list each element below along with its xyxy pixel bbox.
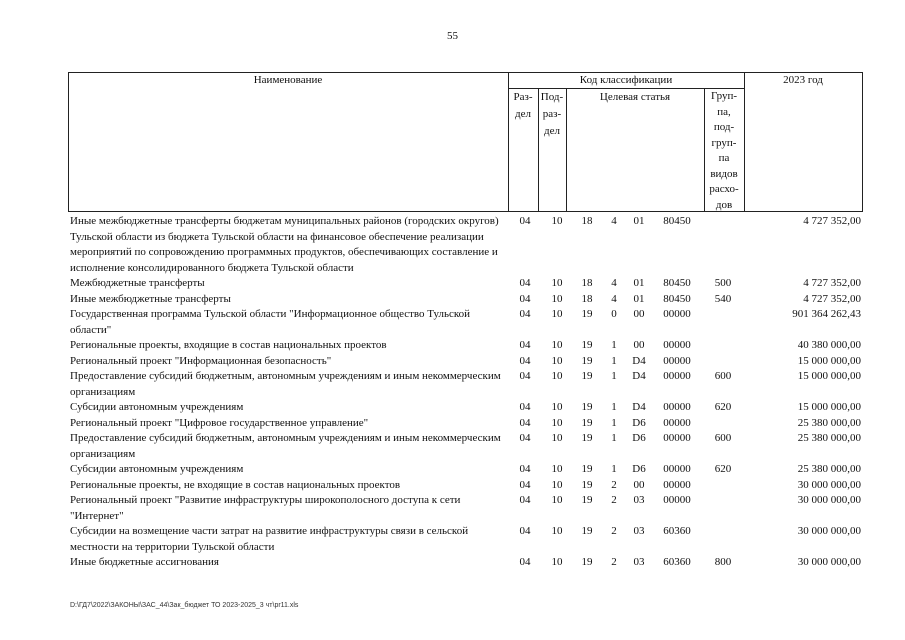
- row-amount: 25 380 000,00: [797, 463, 861, 475]
- row-razdel: 04: [519, 416, 531, 429]
- row-codes: [510, 214, 860, 230]
- row-razdel: 04: [519, 277, 531, 289]
- row-target-direction: 60360: [663, 525, 691, 537]
- row-codes: [510, 369, 860, 385]
- row-target-direction: 00000: [663, 478, 691, 491]
- row-codes: [510, 338, 860, 354]
- row-target-direction: 00000: [663, 370, 691, 382]
- row-target-subprogram: 4: [611, 292, 617, 305]
- row-target-subprogram: 2: [611, 478, 617, 491]
- row-target-direction: 00000: [663, 354, 691, 367]
- row-target-subprogram: 0: [611, 308, 617, 320]
- row-podrazdel: 10: [551, 525, 563, 537]
- row-name: Межбюджетные трансферты: [70, 277, 205, 289]
- row-amount: 25 380 000,00: [797, 416, 861, 429]
- row-name: Региональные проекты, не входящие в состав национальных проектов: [70, 478, 401, 491]
- row-target-event: 00: [633, 339, 645, 351]
- header-year: 2023 год: [783, 74, 823, 86]
- row-target-event: D6: [632, 416, 646, 429]
- row-expense-group: 600: [714, 370, 732, 382]
- row-target-subprogram: 1: [611, 463, 617, 475]
- table-header: [68, 72, 863, 212]
- row-podrazdel: 10: [551, 416, 563, 429]
- row-podrazdel: 10: [551, 478, 563, 491]
- row-target-program: 19: [581, 432, 593, 444]
- row-target-event: D4: [632, 370, 646, 382]
- row-expense-group: 600: [714, 432, 732, 444]
- row-codes: [510, 307, 860, 323]
- row-expense-group: 540: [714, 292, 732, 305]
- header-podrazdel: Под- раз- дел: [540, 91, 564, 137]
- table-row: [70, 431, 860, 462]
- row-target-subprogram: 2: [611, 525, 617, 537]
- row-target-subprogram: 1: [611, 416, 617, 429]
- row-razdel: 04: [519, 463, 531, 475]
- row-razdel: 04: [519, 494, 531, 506]
- table-row: [70, 493, 860, 524]
- row-codes: [510, 276, 860, 292]
- row-name: Региональный проект "Информационная безопасность": [70, 354, 332, 367]
- row-podrazdel: 10: [551, 494, 563, 506]
- row-amount: 4 727 352,00: [803, 215, 861, 227]
- table-row: [70, 307, 860, 338]
- row-target-direction: 00000: [663, 494, 691, 506]
- row-name: Региональный проект "Цифровое государственное управление": [70, 416, 369, 429]
- row-razdel: 04: [519, 370, 531, 382]
- row-target-direction: 00000: [663, 308, 691, 320]
- row-target-event: 03: [633, 525, 645, 537]
- row-target-subprogram: 2: [611, 494, 617, 506]
- row-amount: 4 727 352,00: [803, 292, 861, 305]
- row-target-event: 01: [633, 215, 645, 227]
- row-target-subprogram: 1: [611, 370, 617, 382]
- header-classification: Код классификации: [579, 74, 673, 86]
- row-amount: 15 000 000,00: [797, 401, 861, 413]
- row-target-subprogram: 4: [611, 215, 617, 227]
- header-target: Целевая статья: [599, 91, 671, 103]
- row-name: Предоставление субсидий бюджетным, автономным учреждениям и иным некоммерческим организациям: [70, 370, 501, 398]
- row-expense-group: 620: [714, 401, 732, 413]
- row-razdel: 04: [519, 432, 531, 444]
- row-target-direction: 00000: [663, 463, 691, 475]
- row-target-program: 19: [581, 401, 593, 413]
- row-amount: 15 000 000,00: [797, 354, 861, 367]
- row-expense-group: 500: [714, 277, 732, 289]
- row-target-event: D4: [632, 401, 646, 413]
- row-amount: 4 727 352,00: [803, 277, 861, 289]
- row-name: Государственная программа Тульской области "Информационное общество Тульской области": [70, 308, 471, 336]
- row-codes: [510, 524, 860, 540]
- table-row: [70, 524, 860, 555]
- page-number: 55: [447, 30, 458, 42]
- row-name: Субсидии автономным учреждениям: [70, 463, 244, 475]
- row-amount: 30 000 000,00: [797, 494, 861, 506]
- row-name: Иные межбюджетные трансферты бюджетам муниципальных районов (городских округов) Тульской области из бюджета Тульской области на финансовое обеспечение реализации мероприятий по сопровождению программных продуктов, обеспечивающих составление и исполнение консолидированного бюджета Тульской области: [70, 215, 499, 274]
- row-razdel: 04: [519, 556, 531, 568]
- table-row: [70, 555, 860, 571]
- row-podrazdel: 10: [551, 556, 563, 568]
- table-row: [70, 369, 860, 400]
- row-target-program: 18: [581, 277, 593, 289]
- row-target-event: 00: [633, 308, 645, 320]
- row-codes: [510, 416, 860, 432]
- row-razdel: 04: [519, 292, 531, 305]
- row-amount: 30 000 000,00: [797, 556, 861, 568]
- row-target-program: 19: [581, 478, 593, 491]
- row-target-event: 01: [633, 292, 645, 305]
- row-razdel: 04: [519, 401, 531, 413]
- row-amount: 25 380 000,00: [797, 432, 861, 444]
- row-podrazdel: 10: [551, 308, 563, 320]
- row-target-program: 19: [581, 556, 593, 568]
- row-target-program: 19: [581, 525, 593, 537]
- row-amount: 15 000 000,00: [797, 370, 861, 382]
- row-codes: [510, 431, 860, 447]
- row-codes: [510, 462, 860, 478]
- row-target-direction: 00000: [663, 339, 691, 351]
- row-razdel: 04: [519, 339, 531, 351]
- table-row: [70, 292, 860, 308]
- table-row: [70, 400, 860, 416]
- row-razdel: 04: [519, 525, 531, 537]
- row-podrazdel: 10: [551, 354, 563, 367]
- row-target-event: 00: [633, 478, 645, 491]
- row-target-direction: 00000: [663, 401, 691, 413]
- table-row: [70, 354, 860, 370]
- row-target-event: 03: [633, 494, 645, 506]
- row-razdel: 04: [519, 354, 531, 367]
- table-row: [70, 462, 860, 478]
- row-name: Региональные проекты, входящие в состав национальных проектов: [70, 339, 387, 351]
- row-expense-group: 800: [714, 556, 732, 568]
- row-target-event: D6: [632, 463, 646, 475]
- row-name: Субсидии на возмещение части затрат на развитие инфраструктуры связи в сельской местности на территории Тульской области: [70, 525, 469, 553]
- row-target-program: 19: [581, 339, 593, 351]
- row-podrazdel: 10: [551, 339, 563, 351]
- row-expense-group: 620: [714, 463, 732, 475]
- row-name: Субсидии автономным учреждениям: [70, 401, 244, 413]
- row-target-program: 19: [581, 494, 593, 506]
- row-target-event: D4: [632, 354, 646, 367]
- row-target-program: 19: [581, 416, 593, 429]
- row-target-program: 18: [581, 292, 593, 305]
- header-razdel: Раз- дел: [513, 91, 533, 120]
- row-target-event: D6: [632, 432, 646, 444]
- row-codes: [510, 292, 860, 308]
- row-target-program: 18: [581, 215, 593, 227]
- row-podrazdel: 10: [551, 463, 563, 475]
- row-target-direction: 00000: [663, 416, 691, 429]
- row-podrazdel: 10: [551, 370, 563, 382]
- row-name: Иные межбюджетные трансферты: [70, 292, 231, 305]
- row-name: Региональный проект "Развитие инфраструктуры широкополосного доступа к сети "Интернет": [70, 494, 461, 522]
- row-target-subprogram: 1: [611, 339, 617, 351]
- row-target-program: 19: [581, 370, 593, 382]
- file-path-footer: D:\ГД7\2022\ЗАКОНЫ\ЗАС_44\Зак_бюджет ТО 2023-2025_3 чт\pr11.xls: [70, 602, 299, 609]
- row-target-subprogram: 4: [611, 277, 617, 289]
- header-group: Груп- па, под- груп- па видов расхо- дов: [709, 90, 739, 211]
- row-amount: 30 000 000,00: [797, 478, 861, 491]
- row-target-event: 01: [633, 277, 645, 289]
- row-amount: 901 364 262,43: [792, 308, 861, 320]
- row-target-direction: 00000: [663, 432, 691, 444]
- row-razdel: 04: [519, 215, 531, 227]
- row-podrazdel: 10: [551, 215, 563, 227]
- row-podrazdel: 10: [551, 401, 563, 413]
- table-row: [70, 214, 860, 276]
- row-target-subprogram: 1: [611, 432, 617, 444]
- row-codes: [510, 478, 860, 494]
- row-target-direction: 60360: [663, 556, 691, 568]
- row-target-subprogram: 2: [611, 556, 617, 568]
- row-razdel: 04: [519, 308, 531, 320]
- row-podrazdel: 10: [551, 277, 563, 289]
- row-codes: [510, 400, 860, 416]
- row-razdel: 04: [519, 478, 531, 491]
- table-row: [70, 276, 860, 292]
- row-target-event: 03: [633, 556, 645, 568]
- row-amount: 40 380 000,00: [797, 339, 861, 351]
- row-target-program: 19: [581, 463, 593, 475]
- row-codes: [510, 354, 860, 370]
- header-name: Наименование: [253, 74, 323, 86]
- row-target-subprogram: 1: [611, 401, 617, 413]
- row-podrazdel: 10: [551, 432, 563, 444]
- row-name: Предоставление субсидий бюджетным, автономным учреждениям и иным некоммерческим организациям: [70, 432, 501, 460]
- row-name: Иные бюджетные ассигнования: [70, 556, 219, 568]
- table-row: [70, 338, 860, 354]
- row-amount: 30 000 000,00: [797, 525, 861, 537]
- row-target-direction: 80450: [663, 292, 691, 305]
- row-target-direction: 80450: [663, 277, 691, 289]
- row-codes: [510, 555, 860, 571]
- row-target-subprogram: 1: [611, 354, 617, 367]
- row-target-program: 19: [581, 308, 593, 320]
- table-row: [70, 478, 860, 494]
- table-row: [70, 416, 860, 432]
- table-body: [70, 214, 860, 571]
- row-target-direction: 80450: [663, 215, 691, 227]
- row-podrazdel: 10: [551, 292, 563, 305]
- row-codes: [510, 493, 860, 509]
- row-target-program: 19: [581, 354, 593, 367]
